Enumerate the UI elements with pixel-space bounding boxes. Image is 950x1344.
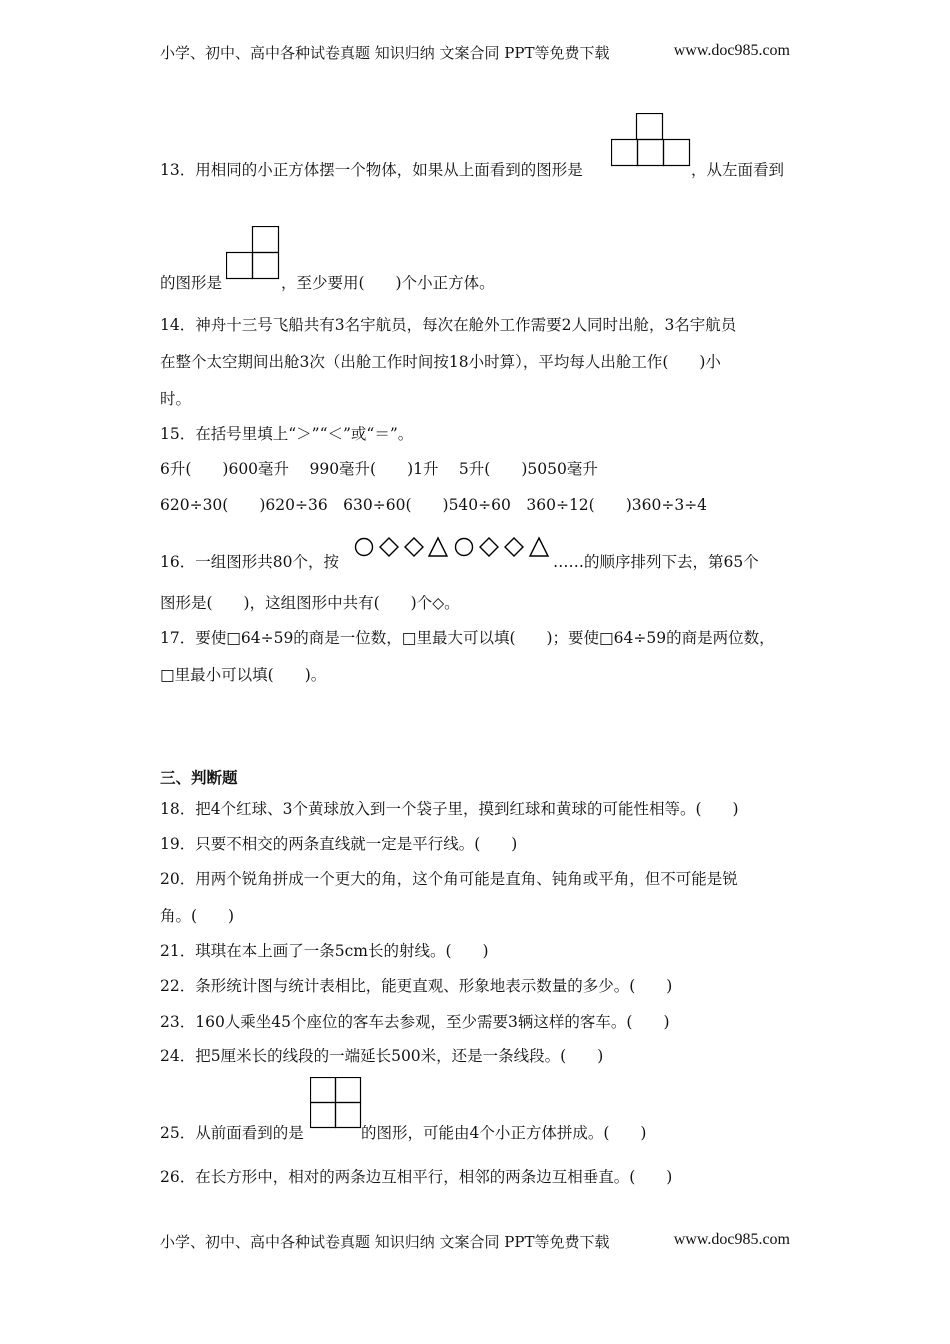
seq-diamond-1	[380, 538, 398, 556]
q13-line1	[160, 160, 583, 180]
q22: 22．条形统计图与统计表相比，能更直观、形象地表示数量的多少。( )	[160, 977, 673, 995]
q13-line2-tail	[281, 273, 495, 293]
page-footer	[160, 1231, 790, 1252]
q17-line2: □里最小可以填( )。	[160, 666, 327, 684]
left-view-figure	[226, 226, 280, 280]
q20-line2: 角。( )	[160, 907, 235, 925]
q13-text-c: 的图形是	[160, 274, 223, 292]
q14-line3: 时。	[160, 390, 192, 408]
header-url[interactable]: www.doc985.com	[673, 42, 790, 59]
q16-line1-head: 16．一组图形共80个，按	[160, 553, 339, 571]
q13-line2-head	[160, 273, 222, 293]
q16-line2: 图形是( )，这组图形中共有( )个◇。	[160, 594, 460, 612]
q21: 21．琪琪在本上画了一条5cm长的射线。( )	[160, 942, 489, 960]
seq-circle-2	[456, 539, 473, 556]
q15-line1: 15．在括号里填上“＞”“＜”或“＝”。	[160, 425, 414, 443]
top-view-figure	[611, 113, 691, 167]
q17-line1: 17．要使□64÷59的商是一位数，□里最大可以填( )；要使□64÷59的商是两位数，	[160, 629, 775, 647]
seq-triangle-2	[530, 538, 548, 556]
seq-circle-1	[356, 539, 373, 556]
footer-text: 小学、初中、高中各种试卷真题 知识归纳 文案合同 PPT等免费下载	[160, 1233, 610, 1251]
shape-sequence	[354, 536, 552, 558]
q25-head: 25．从前面看到的是	[160, 1124, 304, 1142]
page-header	[160, 42, 790, 63]
q13-text-b: ，从左面看到	[691, 161, 785, 179]
seq-diamond-2	[405, 538, 423, 556]
seq-diamond-3	[480, 538, 498, 556]
q25-tail: 的图形，可能由4个小正方体拼成。( )	[361, 1124, 647, 1142]
q14-line1: 14．神舟十三号飞船共有3名宇航员，每次在舱外工作需要2人同时出舱，3名宇航员	[160, 316, 737, 334]
q15-line2: 6升( )600毫升 990毫升( )1升 5升( )5050毫升	[160, 460, 598, 478]
header-text: 小学、初中、高中各种试卷真题 知识归纳 文案合同 PPT等免费下载	[160, 44, 610, 62]
q13-text-d: ，至少要用( )个小正方体。	[281, 274, 495, 292]
q16-line1-tail: ……的顺序排列下去，第65个	[553, 553, 759, 571]
q15-line3: 620÷30( )620÷36 630÷60( )540÷60 360÷12( )360÷3÷4	[160, 496, 708, 514]
front-view-figure	[310, 1077, 362, 1129]
q14-line2: 在整个太空期间出舱3次（出舱工作时间按18小时算），平均每人出舱工作( )小	[160, 353, 721, 371]
section-title-judge: 三、判断题	[160, 768, 238, 787]
q18: 18．把4个红球、3个黄球放入到一个袋子里，摸到红球和黄球的可能性相等。( )	[160, 800, 739, 818]
q13-line1-tail	[691, 160, 784, 180]
q20-line1: 20．用两个锐角拼成一个更大的角，这个角可能是直角、钝角或平角，但不可能是锐	[160, 870, 738, 888]
seq-diamond-4	[505, 538, 523, 556]
q19: 19．只要不相交的两条直线就一定是平行线。( )	[160, 835, 518, 853]
seq-triangle-1	[429, 538, 447, 556]
q24: 24．把5厘米长的线段的一端延长500米，还是一条线段。( )	[160, 1047, 604, 1065]
q13-text-a: 13．用相同的小正方体摆一个物体，如果从上面看到的图形是	[160, 161, 583, 179]
q26: 26．在长方形中，相对的两条边互相平行，相邻的两条边互相垂直。( )	[160, 1168, 673, 1186]
q23: 23．160人乘坐45个座位的客车去参观，至少需要3辆这样的客车。( )	[160, 1013, 670, 1031]
footer-url[interactable]: www.doc985.com	[673, 1231, 790, 1248]
